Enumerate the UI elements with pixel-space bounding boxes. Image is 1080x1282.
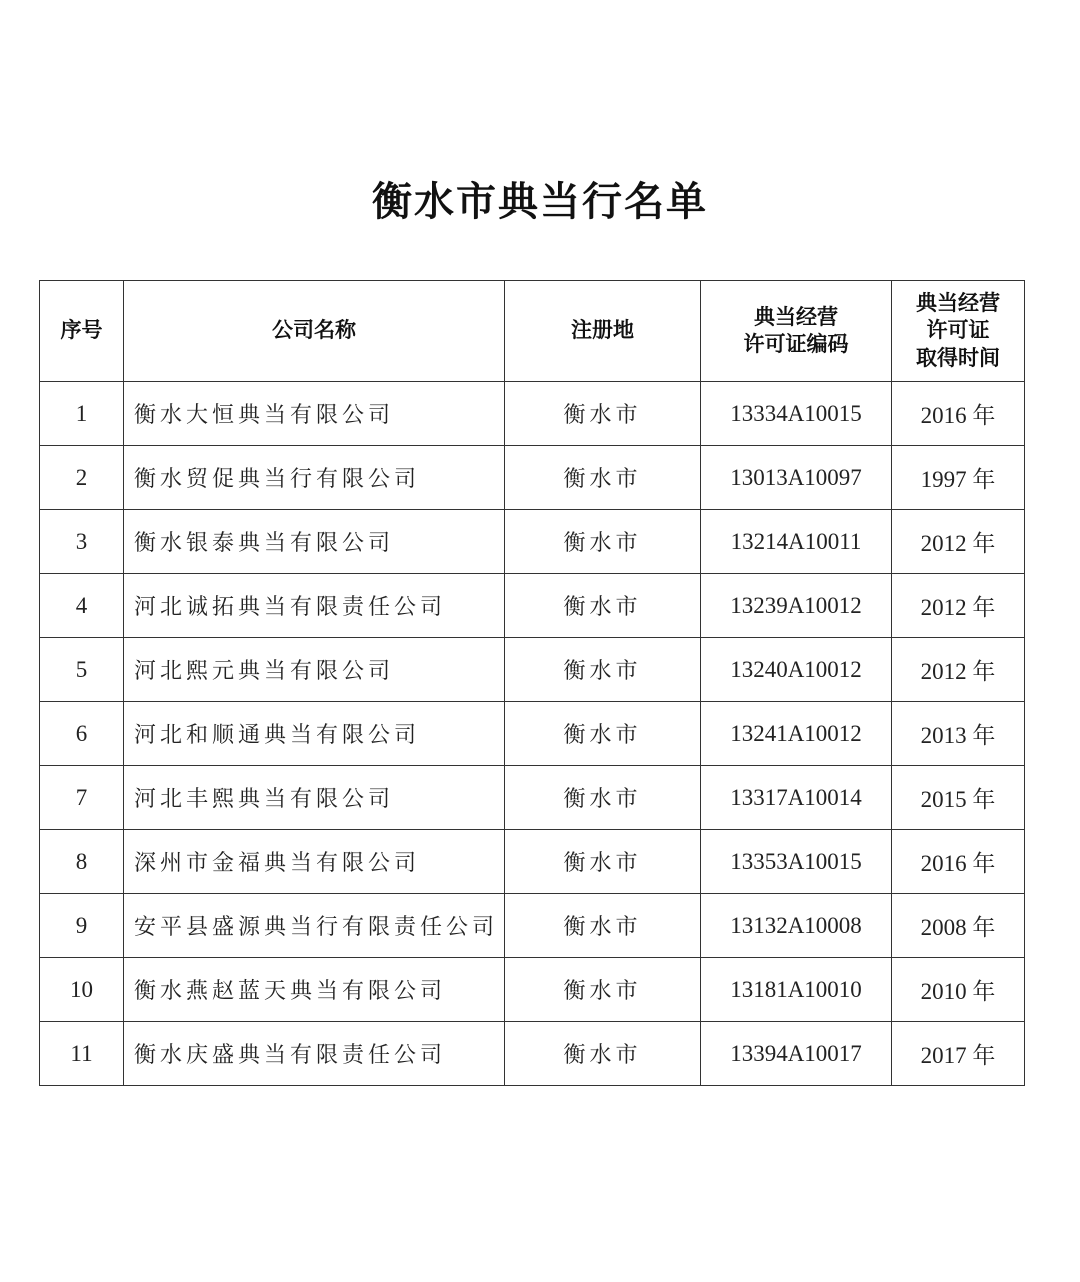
header-license-time	[892, 281, 1025, 382]
cell-license-time: 2016 年	[892, 382, 1025, 446]
cell-license-time: 2008 年	[892, 894, 1025, 958]
cell-company: 河北诚拓典当有限责任公司	[124, 574, 505, 638]
cell-registered: 衡水市	[505, 638, 701, 702]
cell-license-code: 13239A10012	[701, 574, 892, 638]
table-row	[40, 894, 1025, 958]
cell-license-code: 13214A10011	[701, 510, 892, 574]
cell-registered: 衡水市	[505, 894, 701, 958]
header-registered: 注册地	[505, 281, 701, 382]
cell-company: 衡水燕赵蓝天典当有限公司	[124, 958, 505, 1022]
cell-index: 5	[40, 638, 124, 702]
cell-license-time: 2017 年	[892, 1022, 1025, 1086]
cell-license-code: 13394A10017	[701, 1022, 892, 1086]
cell-license-code: 13240A10012	[701, 638, 892, 702]
cell-license-code: 13334A10015	[701, 382, 892, 446]
cell-license-code: 13353A10015	[701, 830, 892, 894]
table-row	[40, 830, 1025, 894]
pawnshop-table	[39, 280, 1025, 1086]
header-license-code-line: 典当经营	[754, 304, 838, 329]
cell-index: 7	[40, 766, 124, 830]
cell-registered: 衡水市	[505, 510, 701, 574]
header-license-time-line: 典当经营	[916, 291, 1000, 316]
cell-registered: 衡水市	[505, 830, 701, 894]
cell-index: 9	[40, 894, 124, 958]
cell-registered: 衡水市	[505, 382, 701, 446]
cell-index: 2	[40, 446, 124, 510]
cell-index: 3	[40, 510, 124, 574]
cell-license-time: 2010 年	[892, 958, 1025, 1022]
table-header	[40, 281, 1025, 382]
cell-license-code: 13132A10008	[701, 894, 892, 958]
cell-company: 河北熙元典当有限公司	[124, 638, 505, 702]
cell-index: 11	[40, 1022, 124, 1086]
table-row	[40, 1022, 1025, 1086]
cell-license-code: 13317A10014	[701, 766, 892, 830]
header-index: 序号	[40, 281, 124, 382]
cell-license-time: 2012 年	[892, 574, 1025, 638]
table-row	[40, 958, 1025, 1022]
cell-company: 深州市金福典当有限公司	[124, 830, 505, 894]
header-license-code-line: 许可证编码	[743, 332, 849, 356]
cell-index: 8	[40, 830, 124, 894]
table-row	[40, 382, 1025, 446]
table-body	[40, 382, 1025, 1086]
cell-license-time: 2012 年	[892, 638, 1025, 702]
cell-license-code: 13013A10097	[701, 446, 892, 510]
table-row	[40, 574, 1025, 638]
cell-registered: 衡水市	[505, 446, 701, 510]
cell-company: 衡水大恒典当有限公司	[124, 382, 505, 446]
cell-registered: 衡水市	[505, 574, 701, 638]
cell-company: 衡水贸促典当行有限公司	[124, 446, 505, 510]
cell-index: 10	[40, 958, 124, 1022]
cell-registered: 衡水市	[505, 766, 701, 830]
table-row	[40, 702, 1025, 766]
cell-license-code: 13241A10012	[701, 702, 892, 766]
table-row	[40, 766, 1025, 830]
cell-license-time: 2012 年	[892, 510, 1025, 574]
cell-license-time: 2015 年	[892, 766, 1025, 830]
cell-company: 衡水银泰典当有限公司	[124, 510, 505, 574]
table-row	[40, 446, 1025, 510]
header-company: 公司名称	[124, 281, 505, 382]
cell-company: 衡水庆盛典当有限责任公司	[124, 1022, 505, 1086]
cell-index: 6	[40, 702, 124, 766]
cell-company: 河北丰熙典当有限公司	[124, 766, 505, 830]
cell-index: 4	[40, 574, 124, 638]
cell-company: 河北和顺通典当有限公司	[124, 702, 505, 766]
page-title: 衡水市典当行名单	[372, 178, 708, 225]
cell-registered: 衡水市	[505, 702, 701, 766]
header-license-code	[701, 281, 892, 382]
cell-license-time: 1997 年	[892, 446, 1025, 510]
header-license-time-line: 取得时间	[916, 345, 1000, 370]
cell-registered: 衡水市	[505, 958, 701, 1022]
header-row	[40, 281, 1025, 382]
cell-license-code: 13181A10010	[701, 958, 892, 1022]
cell-company: 安平县盛源典当行有限责任公司	[124, 894, 505, 958]
table-row	[40, 638, 1025, 702]
header-license-time-line: 许可证	[926, 318, 990, 343]
table-row	[40, 510, 1025, 574]
cell-registered: 衡水市	[505, 1022, 701, 1086]
cell-license-time: 2013 年	[892, 702, 1025, 766]
cell-index: 1	[40, 382, 124, 446]
cell-license-time: 2016 年	[892, 830, 1025, 894]
